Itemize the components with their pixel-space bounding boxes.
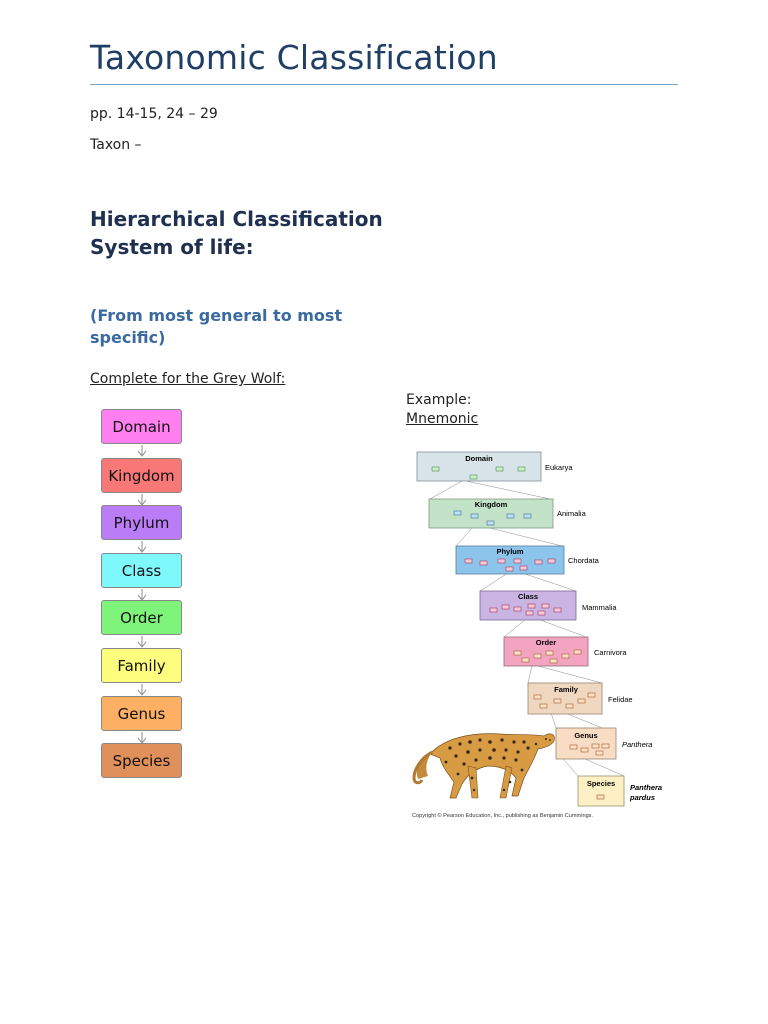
page-title: Taxonomic Classification (90, 38, 498, 77)
hierarchy-label: Genus (117, 704, 166, 723)
leopard-illustration (414, 734, 554, 798)
hierarchy-box-kingdom (101, 458, 182, 493)
hierarchy-label: Phylum (113, 513, 170, 532)
down-arrow-icon (137, 445, 147, 457)
order-rank: Order (535, 638, 557, 647)
domain-rank: Domain (465, 454, 493, 463)
phylum-rank: Phylum (496, 547, 524, 556)
mnemonic-label: Mnemonic (406, 411, 479, 427)
class-rank: Class (517, 592, 539, 601)
domain-taxon: Eukarya (545, 463, 573, 472)
hierarchy-box-order (101, 600, 182, 635)
family-rank: Family (554, 685, 578, 694)
kingdom-rank: Kingdom (474, 500, 508, 509)
hierarchy-label: Family (117, 656, 166, 675)
section-heading: Hierarchical Classification System of life: (90, 207, 383, 259)
species-taxon: Panthera pardus (630, 783, 663, 802)
hierarchy-box-genus (101, 696, 182, 731)
hierarchy-label: Species (112, 751, 171, 770)
taxonomy-figure (410, 448, 682, 826)
genus-rank: Genus (574, 731, 598, 740)
hierarchy-box-species (101, 743, 182, 778)
hierarchy-label: Order (120, 608, 163, 627)
hierarchy-box-phylum (101, 505, 182, 540)
page-reference: pp. 14-15, 24 – 29 (90, 106, 218, 122)
down-arrow-icon (137, 541, 147, 553)
copyright-note: Copyright © Pearson Education, Inc., publishing as Benjamin Cummings. (412, 813, 594, 819)
hierarchy-box-domain (101, 409, 182, 444)
family-taxon: Felidae (608, 695, 633, 704)
kingdom-taxon: Animalia (557, 509, 586, 518)
hierarchy-label: Domain (112, 417, 171, 436)
class-taxon: Mammalia (582, 603, 617, 612)
phylum-taxon: Chordata (568, 556, 599, 565)
species-rank: Species (586, 779, 616, 788)
hierarchy-box-family (101, 648, 182, 683)
hierarchy-label: Class (121, 561, 162, 580)
genus-taxon: Panthera (622, 740, 653, 749)
order-taxon: Carnivora (594, 648, 627, 657)
title-divider (90, 84, 678, 85)
instruction-text: Complete for the Grey Wolf: (90, 371, 286, 387)
taxon-definition: Taxon – (90, 137, 142, 153)
down-arrow-icon (137, 636, 147, 648)
down-arrow-icon (137, 684, 147, 696)
section-subheading: (From most general to most specific) (90, 306, 343, 347)
example-label: Example: (406, 392, 472, 408)
hierarchy-label: Kingdom (108, 466, 175, 485)
hierarchy-box-class (101, 553, 182, 588)
